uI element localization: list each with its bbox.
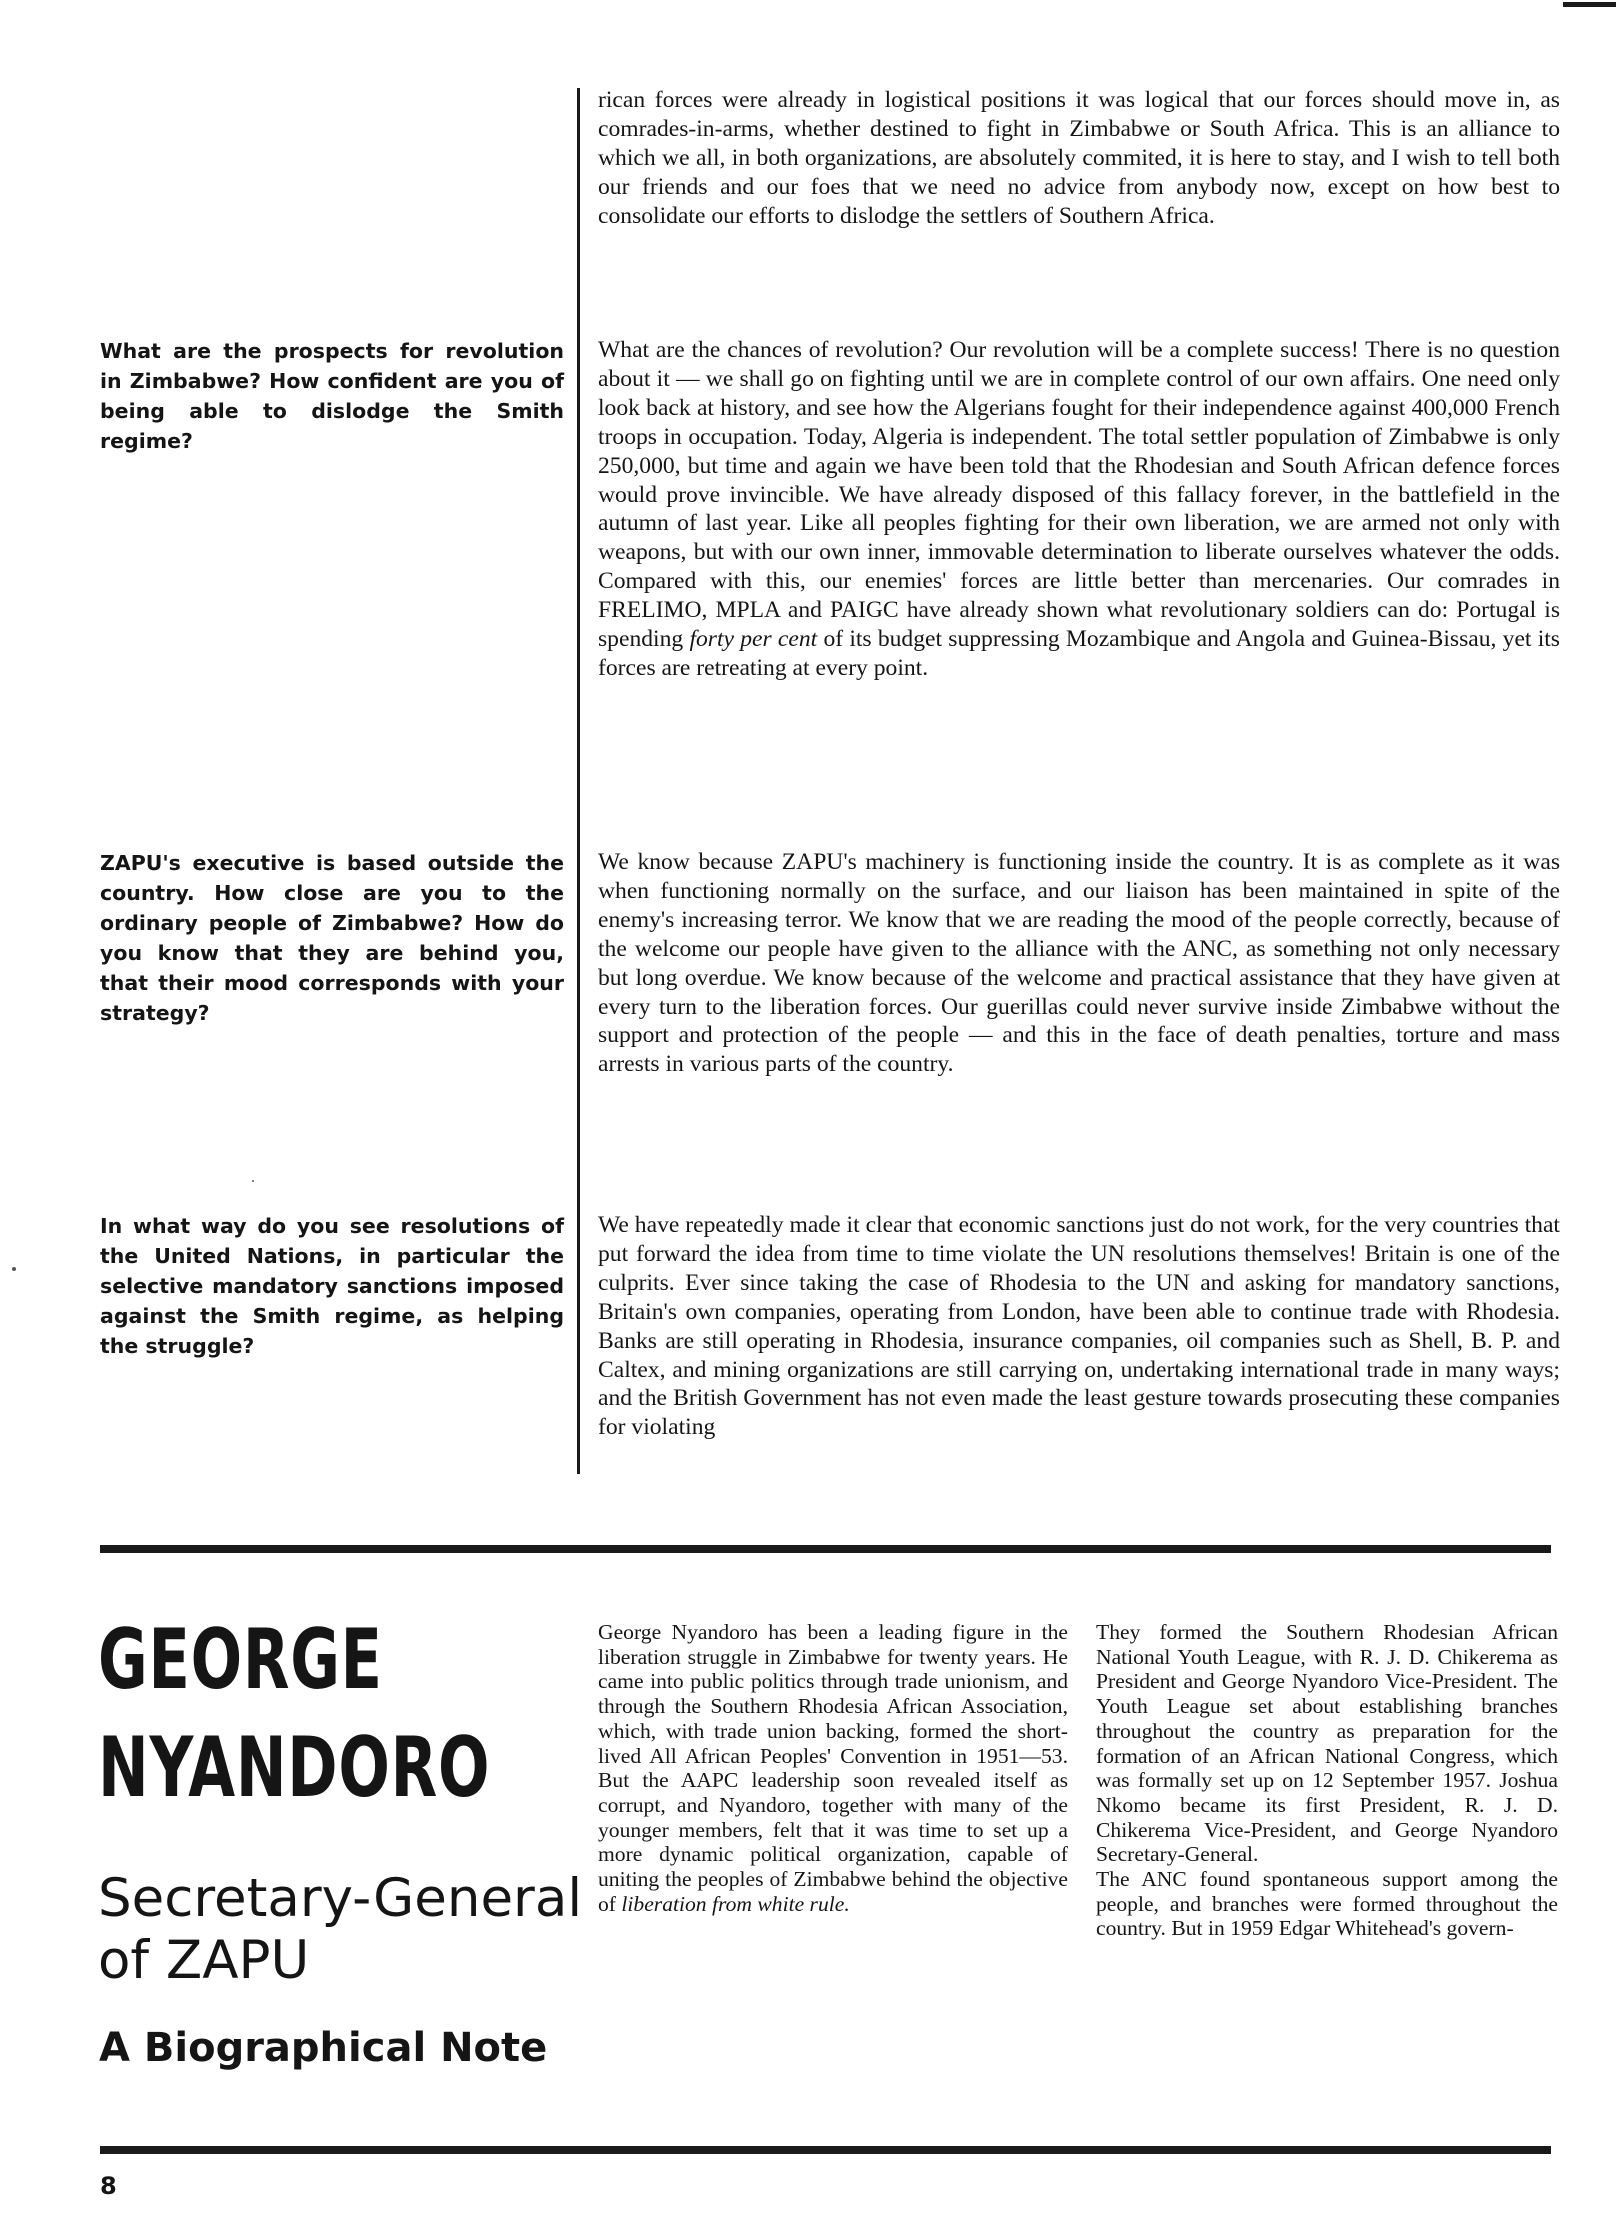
bio-col1-text: George Nyandoro has been a leading figure in the liberation struggle in Zimbabwe for twenty years. He came into public politics through trade unionism, and through the Southern Rhodesia African Association, which, with trade union backing, formed the short-lived All African Peoples' Convention in 1951—53. But the AAPC leadership soon revealed itself as corrupt, and Nyandoro, together with many of the younger members, felt that it was time to set up a more dynamic political organization, capable of uniting the peoples of Zimbabwe behind the objective of	[598, 1620, 1068, 1916]
bio-col2-paragraph-1: They formed the Southern Rhodesian African National Youth League, with R. J. D. Chikerema as President and George Nyandoro Vice-President. The Youth League set about establishing branches throughout the country as preparation for the formation of an African National Congress, which was formally set up on 12 September 1957. Joshua Nkomo became its first President, R. J. D. Chikerema Vice-President, and George Nyandoro Secretary-General.	[1096, 1620, 1558, 1867]
answer-prospects-part1: What are the chances of revolution? Our revolution will be a complete success! There is no question about it — we shall go on fighting until we are in complete control of our own affairs. One need only look back at history, and see how the Algerians fought for their independence against 400,000 French troops in occupation. Today, Algeria is independent. The total settler population of Zimbabwe is only 250,000, but time and again we have been told that the Rhodesian and South African defence forces would prove invincible. We have already disposed of this fallacy forever, in the battlefield in the autumn of last year. Like all peoples fighting for their own liberation, we are armed not only with weapons, but with our own inner, immovable determination to liberate ourselves whatever the odds. Compared with this, our enemies' forces are little better than mercenaries. Our comrades in FRELIMO, MPLA and PAIGC have already shown what revolutionary soldiers can do: Portugal is spending	[598, 337, 1560, 653]
scan-speck	[252, 1180, 254, 1182]
section-rule-top	[100, 1545, 1551, 1553]
bio-note-heading: A Biographical Note	[99, 2025, 548, 2071]
answer-prospects	[598, 336, 1560, 683]
answer-prospects-part2: of its budget suppressing Mozambique and Angola and Guinea-Bissau, yet its forces are retreating at every point.	[598, 626, 1560, 681]
question-prospects: What are the prospects for revolution in Zimbabwe? How confident are you of being able to dislodge the Smith regime?	[100, 339, 564, 453]
answer-continued: rican forces were already in logistical positions it was logical that our forces should move in, as comrades-in-arms, whether destined to fight in Zimbabwe or South Africa. This is an alliance to which we all, in both organizations, are absolutely commited, it is here to stay, and I wish to tell both our friends and our foes that we need no advice from anybody now, except on how best to consolidate our efforts to dislodge the settlers of Southern Africa.	[598, 87, 1560, 229]
bio-name-heading	[98, 1606, 490, 1822]
bio-column-1	[598, 1620, 1068, 1916]
bio-col1-paragraph	[598, 1620, 1068, 1916]
bio-column-2	[1096, 1620, 1558, 1941]
page-number: 8	[100, 2172, 117, 2200]
bio-col1-emphasis: liberation from white rule.	[621, 1891, 850, 1916]
answer-sanctions: We have repeatedly made it clear that economic sanctions just do not work, for the very countries that put forward the idea from time to time violate the UN resolutions themselves! Britain is one of the culprits. Ever since taking the case of Rhodesia to the UN and asking for mandatory sanctions, Britain's own companies, operating from London, have been able to continue trade with Rhodesia. Banks are still operating in Rhodesia, insurance companies, oil companies such as Shell, B. P. and Caltex, and mining organizations are still carrying on, undertaking international trade in many ways; and the British Government has not even made the least gesture towards prosecuting these companies for violating	[598, 1212, 1560, 1441]
bio-col2-paragraph-2: The ANC found spontaneous support among the people, and branches were formed throughout the country. But in 1959 Edgar Whitehead's govern-	[1096, 1867, 1558, 1941]
question-executive: ZAPU's executive is based outside the country. How close are you to the ordinary people of Zimbabwe? How do you know that they are behind you, that their mood corresponds with your strategy?	[100, 851, 564, 1025]
bio-name-line1: GEORGE	[98, 1611, 383, 1708]
bio-name-line2: NYANDORO	[98, 1719, 491, 1816]
question-sanctions: In what way do you see resolutions of the United Nations, in particular the selective mandatory sanctions imposed against the Smith regime, as helping the struggle?	[100, 1214, 564, 1358]
answer-executive: We know because ZAPU's machinery is functioning inside the country. It is as complete as it was when functioning normally on the surface, and our liaison has been maintained in spite of the enemy's increasing terror. We know that we are reading the mood of the people correctly, because of the welcome our people have given to the alliance with the ANC, as something not only necessary but long overdue. We know because of the welcome and practical assistance that they have given at every turn to the liberation forces. Our guerillas could never survive inside Zimbabwe without the support and protection of the people — and this in the face of death penalties, torture and mass arrests in various parts of the country.	[598, 849, 1560, 1078]
bio-role-heading: Secretary-General of ZAPU	[98, 1868, 583, 1991]
answer-prospects-emphasis: forty per cent	[689, 626, 818, 653]
column-divider	[577, 88, 580, 1474]
section-rule-bottom	[100, 2146, 1551, 2154]
scan-speck	[12, 1267, 16, 1271]
